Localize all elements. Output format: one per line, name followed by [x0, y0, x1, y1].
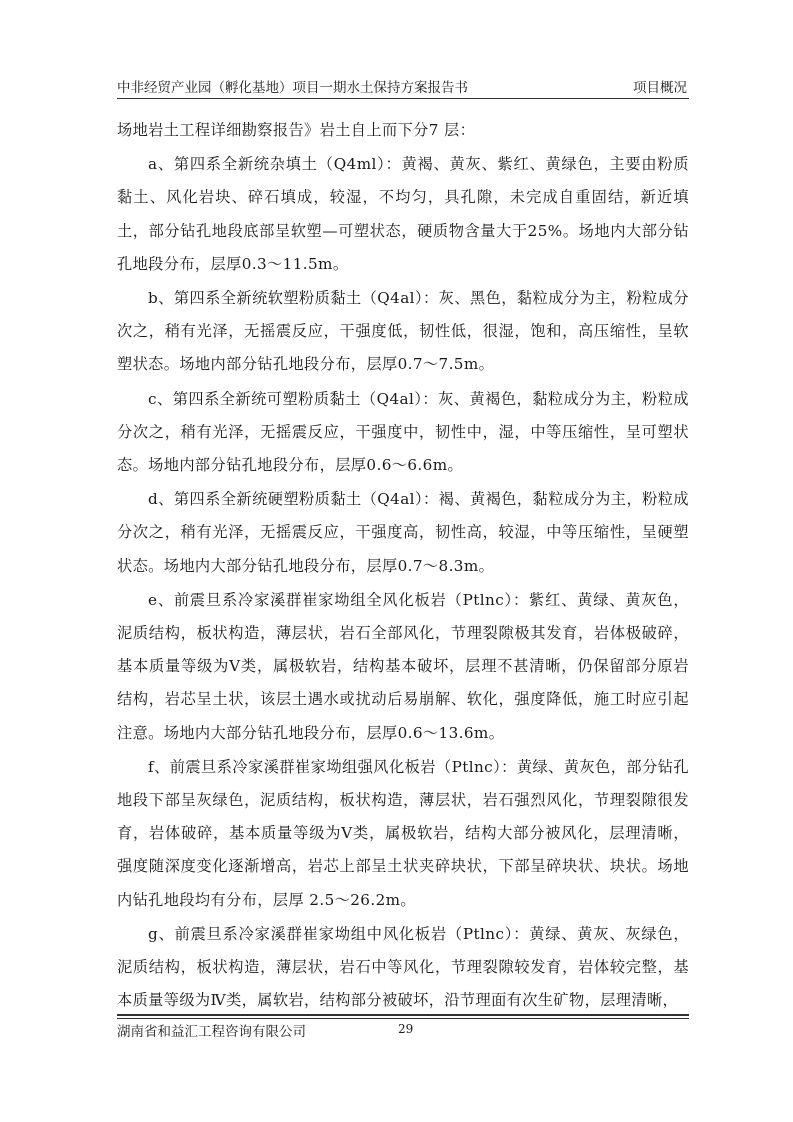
paragraph-intro: 场地岩土工程详细勘察报告》岩土自上而下分7 层： [117, 121, 476, 139]
paragraph-layer-e: e、前震旦系冷家溪群崔家坳组全风化板岩（Ptlnc）：紫红、黄绿、黄灰色，泥质结构，板状构造，薄层状，岩石全部风化，节理裂隙极其发育，岩体极破碎，基本质量等级为Ⅴ类，属极软岩，结构基本破坏，层理不甚清晰，仍保留部分原岩结构，岩芯呈土状，该层土遇水或扰动后易崩解、软化，强度降低，施工时应引起注意。场地内大部分钻孔地段分布，层厚0.6～13.6m。 [117, 590, 689, 742]
footer-divider-thick [117, 1014, 689, 1016]
footer-divider-thin [117, 1018, 689, 1019]
document-title: 中非经贸产业园（孵化基地）项目一期水土保持方案报告书 [117, 80, 468, 96]
section-title: 项目概况 [633, 80, 687, 96]
paragraph-layer-g: g、前震旦系冷家溪群崔家坳组中风化板岩（Ptlnc）：黄绿、黄灰、灰绿色，泥质结构，板状构造，薄层状，岩石中等风化，节理裂隙较发育，岩体较完整，基本质量等级为Ⅳ类，属软岩，结构部分被破坏，沿节理面有次生矿物，层理清晰， [117, 924, 689, 1010]
paragraph-layer-d: d、第四系全新统硬塑粉质黏土（Q4al）：褐、黄褐色，黏粒成分为主，粉粒成分次之，稍有光泽，无摇震反应，干强度高，韧性高，较湿，中等压缩性，呈硬塑状态。场地内大部分钻孔地段分布，层厚0.7～8.3m。 [117, 490, 689, 575]
body-text [117, 114, 689, 1017]
paragraph-layer-b: b、第四系全新统软塑粉质黏土（Q4al）：灰、黑色，黏粒成分为主，粉粒成分次之，稍有光泽，无摇震反应，干强度低，韧性低，很湿，饱和，高压缩性，呈软塑状态。场地内部分钻孔地段分布，层厚0.7～7.5m。 [117, 289, 689, 374]
footer-company: 湖南省和益汇工程咨询有限公司 [117, 1024, 306, 1040]
header-divider [117, 98, 689, 99]
page-header [117, 76, 687, 96]
paragraph-layer-a: a、第四系全新统杂填土（Q4ml）：黄褐、黄灰、紫红、黄绿色，主要由粉质黏土、风化岩块、碎石填成，较湿，不均匀，具孔隙，未完成自重固结，新近填土，部分钻孔地段底部呈软塑—可塑状态，硬质物含量大于25%。场地内大部分钻孔地段分布，层厚0.3～11.5m。 [117, 155, 689, 273]
paragraph-layer-f: f、前震旦系冷家溪群崔家坳组强风化板岩（Ptlnc）：黄绿、黄灰色，部分钻孔地段下部呈灰绿色，泥质结构，板状构造，薄层状，岩石强烈风化，节理裂隙很发育，岩体破碎，基本质量等级为Ⅴ类，属极软岩，结构大部分被风化，层理清晰，强度随深度变化逐渐增高，岩芯上部呈土状夹碎块状，下部呈碎块状、块状。场地内钻孔地段均有分布，层厚 2.5～26.2m。 [117, 757, 689, 909]
page-number: 29 [398, 1022, 414, 1036]
paragraph-layer-c: c、第四系全新统可塑粉质黏土（Q4al）：灰、黄褐色，黏粒成分为主，粉粒成分次之，稍有光泽，无摇震反应，干强度中，韧性中，湿，中等压缩性，呈可塑状态。场地内部分钻孔地段分布，层厚0.6～6.6m。 [117, 389, 689, 475]
